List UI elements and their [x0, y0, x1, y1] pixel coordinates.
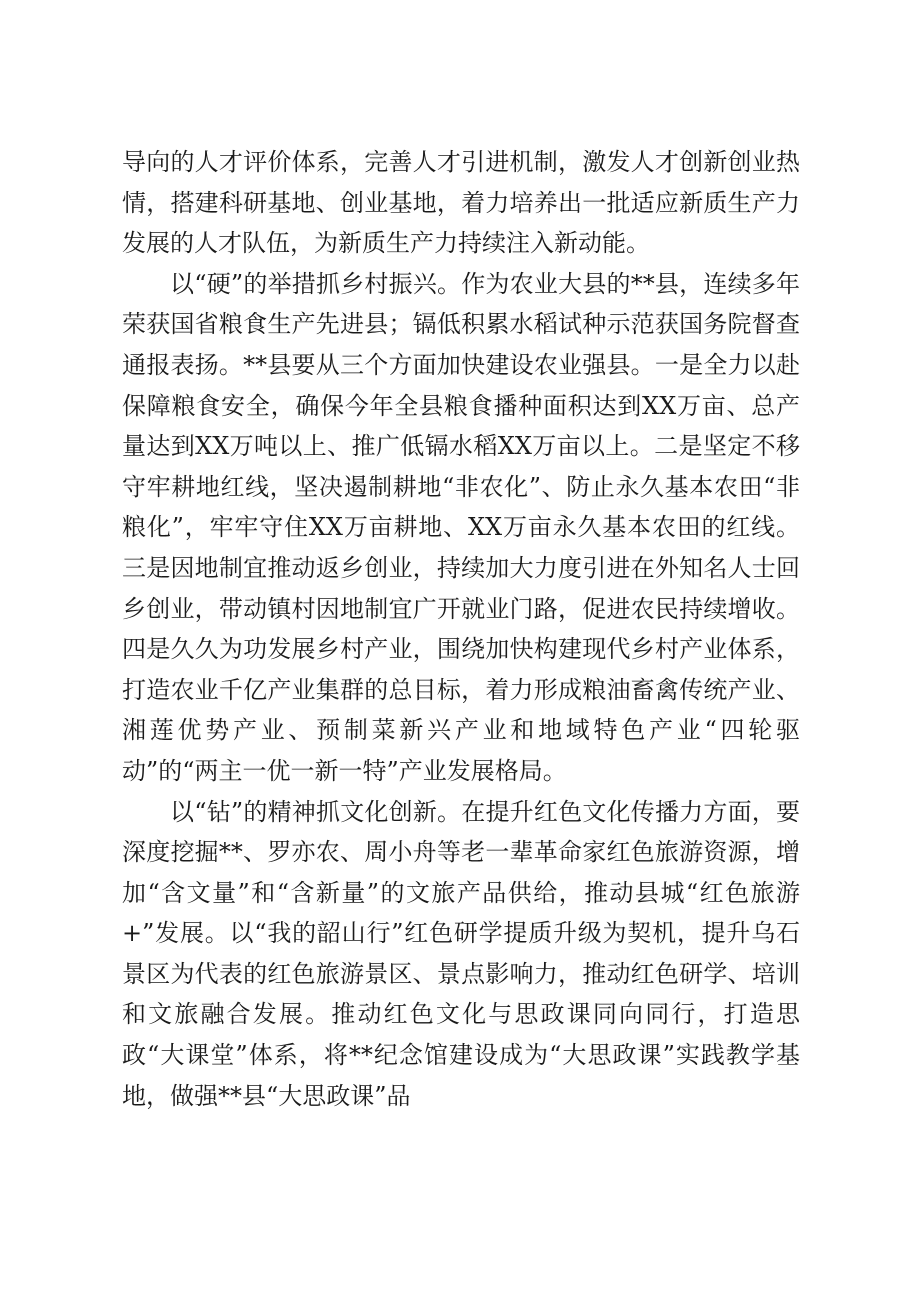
paragraph-rural-revitalization: 以“硬”的举措抓乡村振兴。作为农业大县的**县，连续多年荣获国省粮食生产先进县；镉低积累水稻试种示范获国务院督查通报表扬。**县要从三个方面加快建设农业强县。一是全力以赴保障粮食安全，确保今年全县粮食播种面积达到XX万亩、总产量达到XX万吨以上、推广低镉水稻XX万亩以上。二是坚定不移守牢耕地红线，坚决遏制耕地“非农化”、防止永久基本农田“非粮化”，牢牢守住XX万亩耕地、XX万亩永久基本农田的红线。三是因地制宜推动返乡创业，持续加大力度引进在外知名人士回乡创业，带动镇村因地制宜广开就业门路，促进农民持续增收。四是久久为功发展乡村产业，围绕加快构建现代乡村产业体系，打造农业千亿产业集群的总目标，着力形成粮油畜禽传统产业、湘莲优势产业、预制菜新兴产业和地域特色产业“四轮驱动”的“两主一优一新一特”产业发展格局。 [122, 269, 800, 785]
paragraph-cultural-innovation: 以“钻”的精神抓文化创新。在提升红色文化传播力方面，要深度挖掘**、罗亦农、周小舟等老一辈革命家红色旅游资源，增加“含文量”和“含新量”的文旅产品供给，推动县城“红色旅游+”发展。以“我的韶山行”红色研学提质升级为契机，提升乌石景区为代表的红色旅游景区、景点影响力，推动红色研学、培训和文旅融合发展。推动红色文化与思政课同向同行，打造思政“大课堂”体系，将**纪念馆建设成为“大思政课”实践教学基地，做强**县“大思政课”品 [122, 797, 800, 1110]
document-body [122, 142, 800, 1116]
paragraph-talent-continuation: 导向的人才评价体系，完善人才引进机制，激发人才创新创业热情，搭建科研基地、创业基地，着力培养出一批适应新质生产力发展的人才队伍，为新质生产力持续注入新动能。 [122, 148, 800, 258]
